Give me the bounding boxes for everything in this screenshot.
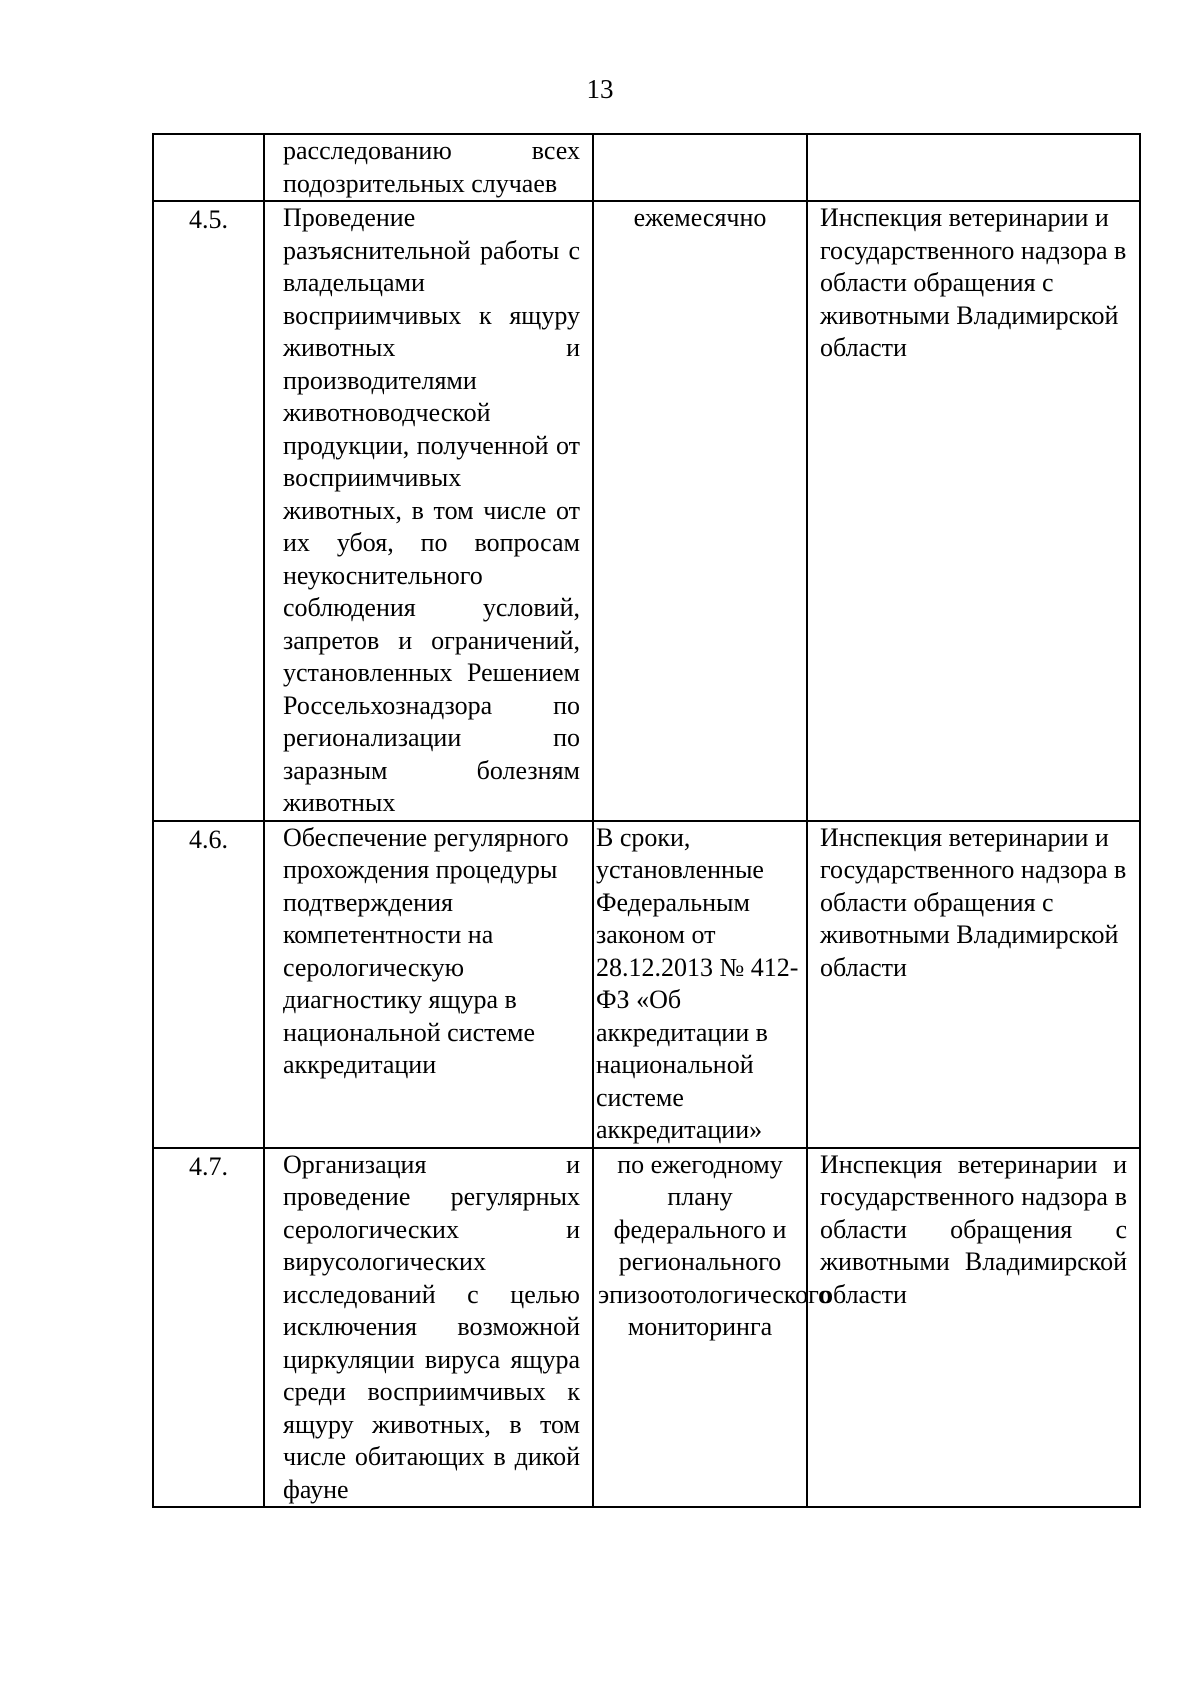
term-text: по ежегодному плану федерального и регионального эпизоотологического мониторинга	[598, 1149, 832, 1341]
row-number: 4.5.	[189, 205, 228, 234]
term-cell	[593, 1148, 832, 1508]
table-row	[153, 821, 1140, 1148]
row-number: 4.7.	[189, 1151, 228, 1181]
table-row	[153, 201, 1140, 821]
row-number-cell	[153, 134, 264, 201]
row-number: 4.6.	[189, 824, 228, 854]
activity-cell	[264, 134, 593, 201]
row-number-cell	[153, 1148, 264, 1508]
responsible-text: Инспекция ветеринарии и государственного надзора в области обращения с животными Владимирской области	[820, 822, 1127, 982]
activity-cell	[264, 1148, 593, 1508]
term-cell	[593, 134, 807, 201]
activity-text-line: подозрительных случаев	[283, 168, 558, 198]
responsible-text: Инспекция ветеринарии и государственного надзора в области обращения с животными Владимирской области	[820, 203, 1127, 362]
activity-text: Проведение разъяснительной работы с владельцами восприимчивых к ящуру животных и производителями животноводческой продукции, полученной от восприимчивых животных, в том числе от их убоя, по вопросам неукоснительного соблюдения условий, запретов и ограничений, установленных Решением Россельхознадзора по регионализации по заразным болезням животных	[283, 203, 580, 817]
page-number: 13	[586, 74, 614, 104]
term-cell	[593, 201, 807, 821]
row-number-cell	[153, 201, 264, 821]
responsible-cell	[807, 201, 1140, 821]
row-number-cell	[153, 821, 264, 1148]
responsible-text: Инспекция ветеринарии и государственного надзора в области обращения с животными Владимирской области	[820, 1149, 1127, 1309]
term-text: В сроки, установленные Федеральным законом от 28.12.2013 № 412-ФЗ «Об аккредитации в национальной системе аккредитации»	[596, 822, 799, 1144]
activity-text: Обеспечение регулярного прохождения процедуры подтверждения компетентности на серологическую диагностику ящура в национальной системе аккредитации	[283, 822, 569, 1079]
responsible-cell	[807, 821, 1140, 1148]
activity-cell	[264, 821, 593, 1148]
activity-text-line: расследованию всех	[283, 136, 580, 165]
responsible-cell	[807, 1148, 1140, 1508]
measures-table	[152, 133, 1141, 1508]
table-row	[153, 134, 1140, 201]
activity-text: Организация и проведение регулярных серологических и вирусологических исследований с целью исключения возможной циркуляции вируса ящура среди восприимчивых к ящуру животных, в том числе обитающих в дикой фауне	[283, 1149, 580, 1504]
responsible-cell	[807, 134, 1140, 201]
term-cell	[593, 821, 807, 1148]
activity-cell	[264, 201, 593, 821]
table-row	[153, 1148, 1140, 1508]
term-text: ежемесячно	[633, 203, 767, 232]
